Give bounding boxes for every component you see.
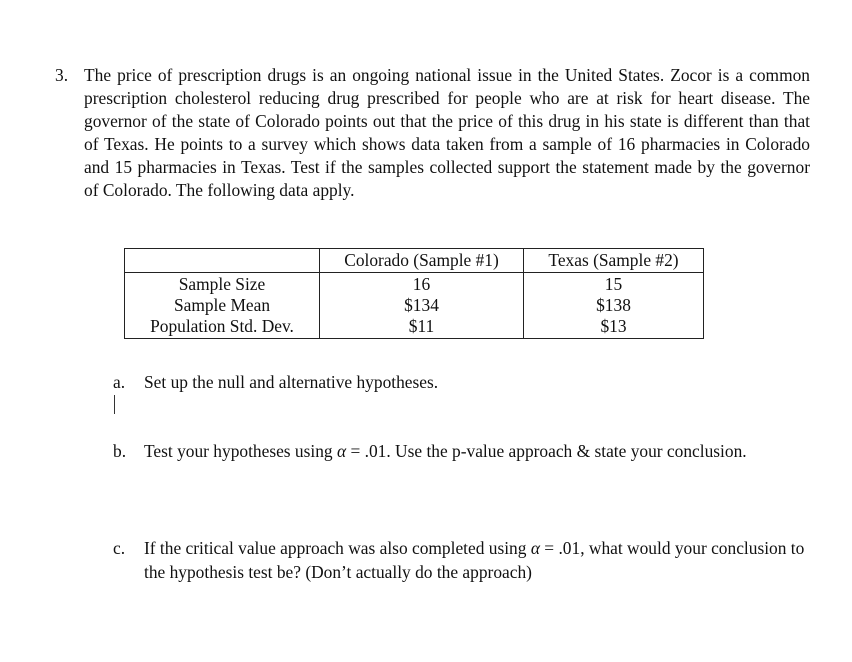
question-b-letter: b. (113, 441, 127, 461)
question-a-text: Set up the null and alternative hypotheses. (144, 372, 439, 392)
texas-sample-mean: $138 (596, 295, 631, 315)
alpha-symbol: α (336, 441, 347, 461)
table-header-texas: Texas (Sample #2) (524, 249, 704, 273)
problem-row (50, 64, 810, 202)
question-a-letter: a. (113, 372, 126, 392)
row-label-sample-mean: Sample Mean (173, 295, 271, 315)
problem-text: The price of prescription drugs is an ongoing national issue in the United States. Zocor is a common prescription cholesterol reducing drug prescribed for people who are at risk for heart disease. The governor of the state of Colorado points out that the price of this drug in his state is different than that of Texas. He points to a survey which shows data taken from a sample of 16 pharmacies in Colorado and 15 pharmacies in Texas. Test if the samples collected support the statement made by the governor of Colorado. The following data apply. (84, 65, 810, 200)
problem-statement (50, 64, 810, 202)
row-label-sample-size: Sample Size (178, 274, 266, 294)
colorado-values-cell (320, 273, 524, 339)
texas-values-cell (524, 273, 704, 339)
colorado-sample-mean: $134 (404, 295, 439, 315)
row-labels-cell (125, 273, 320, 339)
colorado-std-dev: $11 (408, 316, 435, 336)
question-c-text (144, 536, 808, 584)
alpha-symbol: α (530, 538, 540, 558)
question-c-text-before: If the critical value approach was also completed using (144, 538, 531, 558)
text-cursor[interactable] (114, 395, 115, 414)
question-b (108, 439, 808, 463)
question-c-text-after: = .01, what would your conclusion to the hypothesis test be? (Don’t actually do the approach) (144, 538, 805, 582)
table-row (125, 273, 704, 339)
colorado-sample-size: 16 (412, 274, 431, 294)
data-table (124, 248, 704, 339)
question-b-text-after: = .01. Use the p-value approach & state your conclusion. (346, 441, 747, 461)
question-c (108, 536, 808, 584)
table-header-empty (125, 249, 320, 273)
texas-sample-size: 15 (604, 274, 623, 294)
texas-std-dev: $13 (600, 316, 627, 336)
table-header-row (125, 249, 704, 273)
problem-number: 3. (55, 65, 69, 85)
table-header-colorado: Colorado (Sample #1) (320, 249, 524, 273)
question-c-letter: c. (113, 538, 126, 558)
question-b-text (144, 439, 808, 463)
question-a (108, 370, 808, 394)
question-b-text-before: Test your hypotheses using (144, 441, 337, 461)
row-label-population-std-dev: Population Std. Dev. (150, 316, 294, 336)
